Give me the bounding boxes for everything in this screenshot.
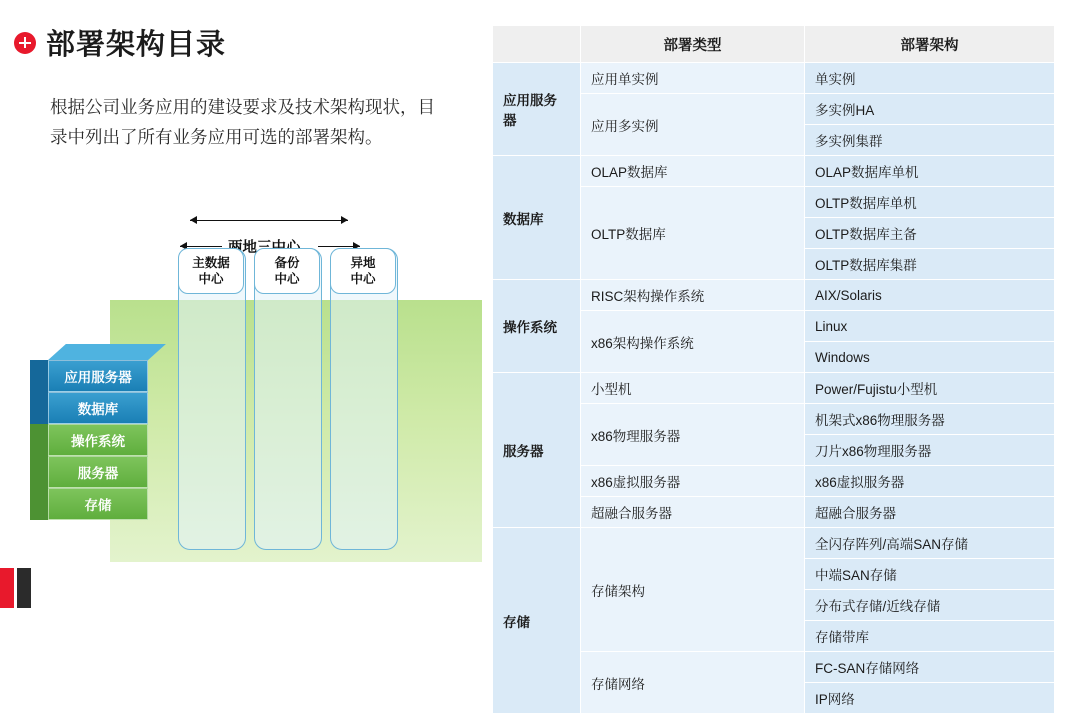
cell-deploy-arch: 中端SAN存储 [805,559,1055,590]
stack-side-4 [30,456,48,488]
datacenter-label-2 [254,248,320,294]
deployment-table-wrap [492,25,1054,714]
span-arrow-line-outer [190,220,348,221]
cell-deploy-arch: Windows [805,342,1055,373]
cell-deploy-type: OLTP数据库 [581,187,805,280]
cell-deploy-arch: 单实例 [805,63,1055,94]
cell-deploy-arch: Power/Fujistu小型机 [805,373,1055,404]
stack-side-1 [30,360,48,392]
cell-deploy-arch: AIX/Solaris [805,280,1055,311]
cell-deploy-arch: 超融合服务器 [805,497,1055,528]
intro-paragraph: 根据公司业务应用的建设要求及技术架构现状，目录中列出了所有业务应用可选的部署架构。 [50,97,435,147]
cell-deploy-type: x86架构操作系统 [581,311,805,373]
cell-category: 服务器 [493,373,581,528]
stack-layer-database: 数据库 [48,392,148,424]
stack-top-face [48,344,166,360]
cell-deploy-type: 应用多实例 [581,94,805,156]
architecture-diagram [30,200,490,600]
cell-deploy-type: 超融合服务器 [581,497,805,528]
cell-deploy-type: RISC架构操作系统 [581,280,805,311]
cell-deploy-type: x86物理服务器 [581,404,805,466]
deployment-table [492,25,1055,714]
cell-deploy-type: 存储网络 [581,652,805,714]
cell-deploy-type: x86虚拟服务器 [581,466,805,497]
table-row [493,280,1055,311]
corner-bar-dark [17,568,31,608]
cell-deploy-arch: 全闪存阵列/高端SAN存储 [805,528,1055,559]
cell-deploy-arch: OLTP数据库集群 [805,249,1055,280]
stack-layer-storage: 存储 [48,488,148,520]
stack-layer-os: 操作系统 [48,424,148,456]
cell-deploy-arch: 多实例集群 [805,125,1055,156]
cell-deploy-type: 应用单实例 [581,63,805,94]
cell-category: 数据库 [493,156,581,280]
table-body [493,63,1055,714]
datacenter-label-1 [178,248,244,294]
stack-layer-app-server: 应用服务器 [48,360,148,392]
cell-deploy-arch: FC-SAN存储网络 [805,652,1055,683]
stack-side-3 [30,424,48,456]
datacenter-label-1-line2: 中心 [198,272,224,286]
table-row [493,156,1055,187]
cell-deploy-type: 小型机 [581,373,805,404]
cell-deploy-arch: OLTP数据库主备 [805,218,1055,249]
stack-side-2 [30,392,48,424]
span-arrow-head-right-outer [341,216,348,224]
page-title: 部署架构目录 [46,29,227,61]
cell-deploy-arch: OLAP数据库单机 [805,156,1055,187]
left-pane [0,0,492,608]
plus-circle-icon [14,32,36,54]
stack-side-5 [30,488,48,520]
cell-deploy-arch: OLTP数据库单机 [805,187,1055,218]
datacenter-label-2-line2: 中心 [274,272,300,286]
cell-deploy-arch: 分布式存储/近线存储 [805,590,1055,621]
cell-deploy-arch: IP网络 [805,683,1055,714]
span-arrow-head-left-outer [190,216,197,224]
table-row [493,528,1055,559]
table-row [493,373,1055,404]
datacenter-label-3 [330,248,396,294]
cell-deploy-arch: 多实例HA [805,94,1055,125]
datacenter-label-1-line1: 主数据 [192,256,230,270]
cell-deploy-arch: 刀片x86物理服务器 [805,435,1055,466]
stack-layer-server: 服务器 [48,456,148,488]
table-row [493,63,1055,94]
cell-deploy-arch: Linux [805,311,1055,342]
cell-deploy-arch: 存储带库 [805,621,1055,652]
datacenter-label-3-line1: 异地 [350,256,376,270]
page-title-row [14,22,226,63]
cell-category: 操作系统 [493,280,581,373]
datacenter-label-3-line2: 中心 [350,272,376,286]
cell-deploy-type: 存储架构 [581,528,805,652]
corner-decoration [0,568,44,608]
cell-deploy-type: OLAP数据库 [581,156,805,187]
table-header-row [493,26,1055,63]
cell-category: 存储 [493,528,581,714]
column-header-blank [493,26,581,63]
datacenter-label-2-line1: 备份 [274,256,300,270]
column-header-deploy-type: 部署类型 [581,26,805,63]
column-header-deploy-arch: 部署架构 [805,26,1055,63]
cell-deploy-arch: x86虚拟服务器 [805,466,1055,497]
cell-deploy-arch: 机架式x86物理服务器 [805,404,1055,435]
cell-category: 应用服务器 [493,63,581,156]
table-header [493,26,1055,63]
corner-bar-red [0,568,14,608]
